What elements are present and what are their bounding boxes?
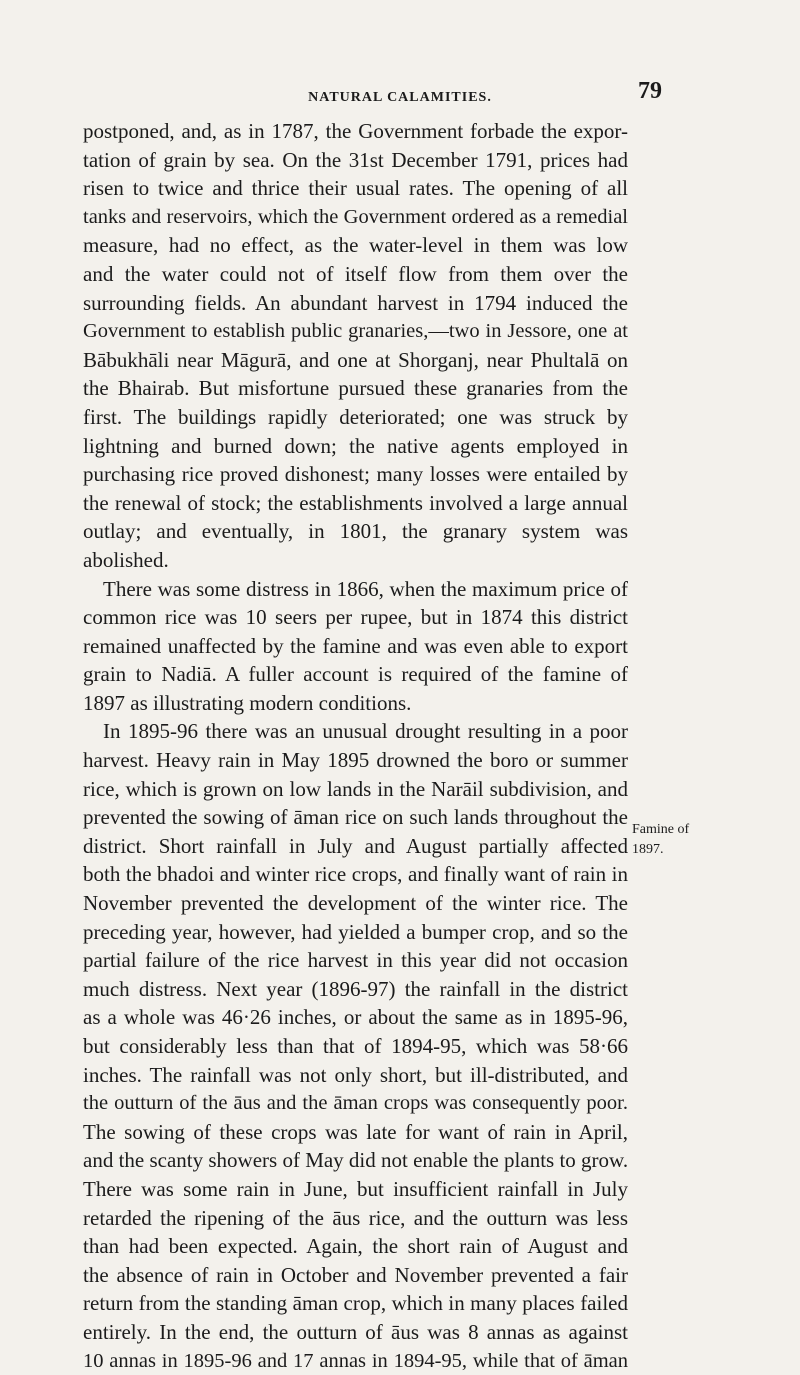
- text-line: grain to Nadiā. A fuller account is required of the famine of: [83, 662, 628, 687]
- text-line: as a whole was 46·26 inches, or about the same as in 1895-96,: [83, 1005, 628, 1030]
- text-line: entirely. In the end, the outturn of āus was 8 annas as against: [83, 1319, 628, 1344]
- text-line: and the scanty showers of May did not enable the plants to grow.: [83, 1148, 629, 1173]
- margin-note: [632, 820, 752, 860]
- text-line: both the bhadoi and winter rice crops, and finally want of rain in: [83, 862, 628, 887]
- text-line: but considerably less than that of 1894-95, which was 58·66: [83, 1034, 628, 1058]
- text-line: tanks and reservoirs, which the Government ordered as a remedial: [83, 205, 628, 228]
- text-line: rice, which is grown on low lands in the Narāil subdivision, and: [83, 776, 628, 801]
- text-line: the renewal of stock; the establishments involved a large annual: [83, 490, 628, 515]
- text-line: the outturn of the āus and the āman crops was consequently poor.: [83, 1092, 628, 1115]
- text-line: Bābukhāli near Māgurā, and one at Shorganj, near Phultalā on: [83, 347, 628, 372]
- text-line: the absence of rain in October and November prevented a fair: [83, 1262, 628, 1287]
- margin-note-line: Famine of: [632, 822, 690, 837]
- text-line: much distress. Next year (1896-97) the rainfall in the district: [83, 976, 628, 1001]
- text-line: common rice was 10 seers per rupee, but in 1874 this district: [83, 605, 628, 630]
- page-number: 79: [638, 78, 662, 104]
- text-line: and the water could not of itself flow from them over the: [83, 261, 628, 286]
- running-title: NATURAL CALAMITIES.: [308, 90, 492, 105]
- text-line: return from the standing āman crop, which in many places failed: [83, 1291, 628, 1316]
- text-line: retarded the ripening of the āus rice, and the outturn was less: [83, 1205, 628, 1230]
- text-line: than had been expected. Again, the short rain of August and: [83, 1234, 628, 1259]
- text-line: harvest. Heavy rain in May 1895 drowned the boro or summer: [83, 748, 628, 773]
- text-line: first. The buildings rapidly deteriorated; one was struck by: [83, 404, 628, 429]
- text-line: outlay; and eventually, in 1801, the granary system was: [83, 519, 628, 544]
- text-line: preceding year, however, had yielded a bumper crop, and so the: [83, 919, 628, 944]
- text-line: The sowing of these crops was late for want of rain in April,: [83, 1119, 628, 1144]
- text-line: surrounding fields. An abundant harvest in 1794 induced the: [83, 290, 628, 315]
- text-line: There was some distress in 1866, when the maximum price of: [103, 576, 628, 601]
- text-line: measure, had no effect, as the water-level in them was low: [83, 233, 628, 258]
- text-line: There was some rain in June, but insufficient rainfall in July: [83, 1176, 628, 1201]
- text-line: the Bhairab. But misfortune pursued these granaries from the: [83, 376, 628, 401]
- text-line: risen to twice and thrice their usual rates. The opening of all: [83, 176, 628, 201]
- text-line: remained unaffected by the famine and was even able to export: [83, 633, 628, 658]
- text-line: prevented the sowing of āman rice on such lands throughout the: [83, 805, 628, 830]
- text-line: In 1895-96 there was an unusual drought resulting in a poor: [103, 719, 628, 744]
- text-line: lightning and burned down; the native agents employed in: [83, 433, 628, 458]
- text-line: tation of grain by sea. On the 31st December 1791, prices had: [83, 147, 628, 172]
- text-line: 10 annas in 1895-96 and 17 annas in 1894-95, while that of āman: [83, 1349, 628, 1372]
- text-line: 1897 as illustrating modern conditions.: [83, 690, 412, 715]
- text-line: November prevented the development of the winter rice. The: [83, 891, 628, 916]
- margin-note-line: 1897.: [632, 842, 664, 857]
- text-line: abolished.: [83, 547, 169, 572]
- text-line: partial failure of the rice harvest in this year did not occasion: [83, 948, 628, 973]
- text-line: district. Short rainfall in July and August partially affected: [83, 833, 628, 858]
- text-line: purchasing rice proved dishonest; many losses were entailed by: [83, 462, 628, 487]
- text-line: inches. The rainfall was not only short, but ill-distributed, and: [83, 1062, 628, 1087]
- text-line: Government to establish public granaries,—two in Jessore, one at: [83, 320, 628, 343]
- text-line: postponed, and, as in 1787, the Government forbade the expor-: [83, 119, 628, 143]
- body-text: [83, 117, 628, 1375]
